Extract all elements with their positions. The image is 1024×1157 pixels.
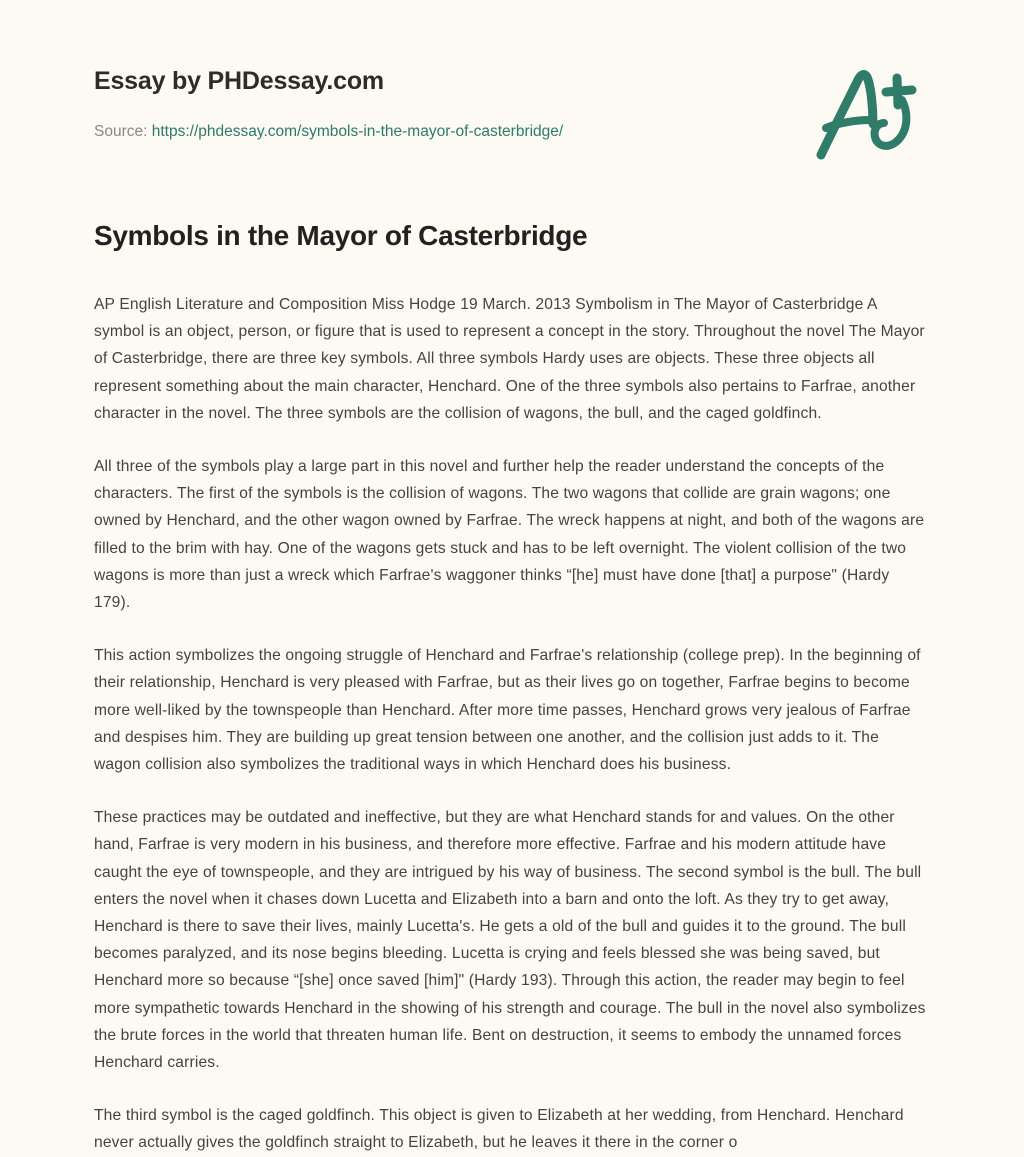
page-header — [0, 0, 1024, 186]
source-url-link[interactable]: https://phdessay.com/symbols-in-the-mayor-of-casterbridge/ — [151, 123, 564, 140]
brand-block — [94, 66, 384, 96]
source-label: Source: — [94, 123, 148, 140]
brand-title: Essay by PHDessay.com — [94, 67, 384, 95]
paragraph: The third symbol is the caged goldfinch. This object is given to Elizabeth at her wedding, from Henchard. Henchard never actually gives the goldfinch straight to Elizabeth, but he leaves it there in the corner o — [94, 1107, 904, 1152]
page-title: Symbols in the Mayor of Casterbridge — [94, 220, 588, 251]
paragraph: This action symbolizes the ongoing struggle of Henchard and Farfrae's relationship (college prep). In the beginning of their relationship, Henchard is very pleased with Farfrae, but as their lives go on together, Farfrae begins to become more well-liked by the townspeople than Henchard. After more time passes, Henchard grows very jealous of Farfrae and despises him. They are building up great tension between one another, and the collision just adds to it. The wagon collision also symbolizes the traditional ways in which Henchard does his business. — [94, 647, 921, 774]
source-line — [94, 121, 563, 143]
a-plus-logo — [808, 62, 928, 166]
paragraph: These practices may be outdated and ineffective, but they are what Henchard stands for and values. On the other hand, Farfrae is very modern in his business, and therefore more effective. Farfrae and his modern attitude have caught the eye of townspeople, and they are intrigued by his way of business. The second symbol is the bull. The bull enters the novel when it chases down Lucetta and Elizabeth into a barn and onto the loft. As they try to get away, Henchard is there to save their lives, mainly Lucetta's. He gets a old of the bull and guides it to the ground. The bull becomes paralyzed, and its nose begins bleeding. Lucetta is crying and feels blessed she was being saved, but Henchard more so because “[she] once saved [him]" (Hardy 193). Through this action, the reader may begin to feel more sympathetic towards Henchard in the showing of his strength and courage. The bull in the novel also symbolizes the brute forces in the world that threaten human life. Bent on destruction, it seems to embody the unnamed forces Henchard carries. — [94, 809, 926, 1072]
paragraph: AP English Literature and Composition Miss Hodge 19 March. 2013 Symbolism in The Mayor of Casterbridge A symbol is an object, person, or figure that is used to represent a concept in the story. Throughout the novel The Mayor of Casterbridge, there are three key symbols. All three symbols Hardy uses are objects. These three objects all represent something about the main character, Henchard. One of the three symbols also pertains to Farfrae, another character in the novel. The three symbols are the collision of wagons, the bull, and the caged goldfinch. — [94, 296, 925, 422]
paragraph: All three of the symbols play a large part in this novel and further help the reader understand the concepts of the characters. The first of the symbols is the collision of wagons. The two wagons that collide are grain wagons; one owned by Henchard, and the other wagon owned by Farfrae. The wreck happens at night, and both of the wagons are filled to the brim with hay. One of the wagons gets stuck and has to be left overnight. The violent collision of the two wagons is more than just a wreck which Farfrae's waggoner thinks “[he] must have done [that] a purpose" (Hardy 179). — [94, 458, 925, 612]
article — [94, 218, 930, 1157]
